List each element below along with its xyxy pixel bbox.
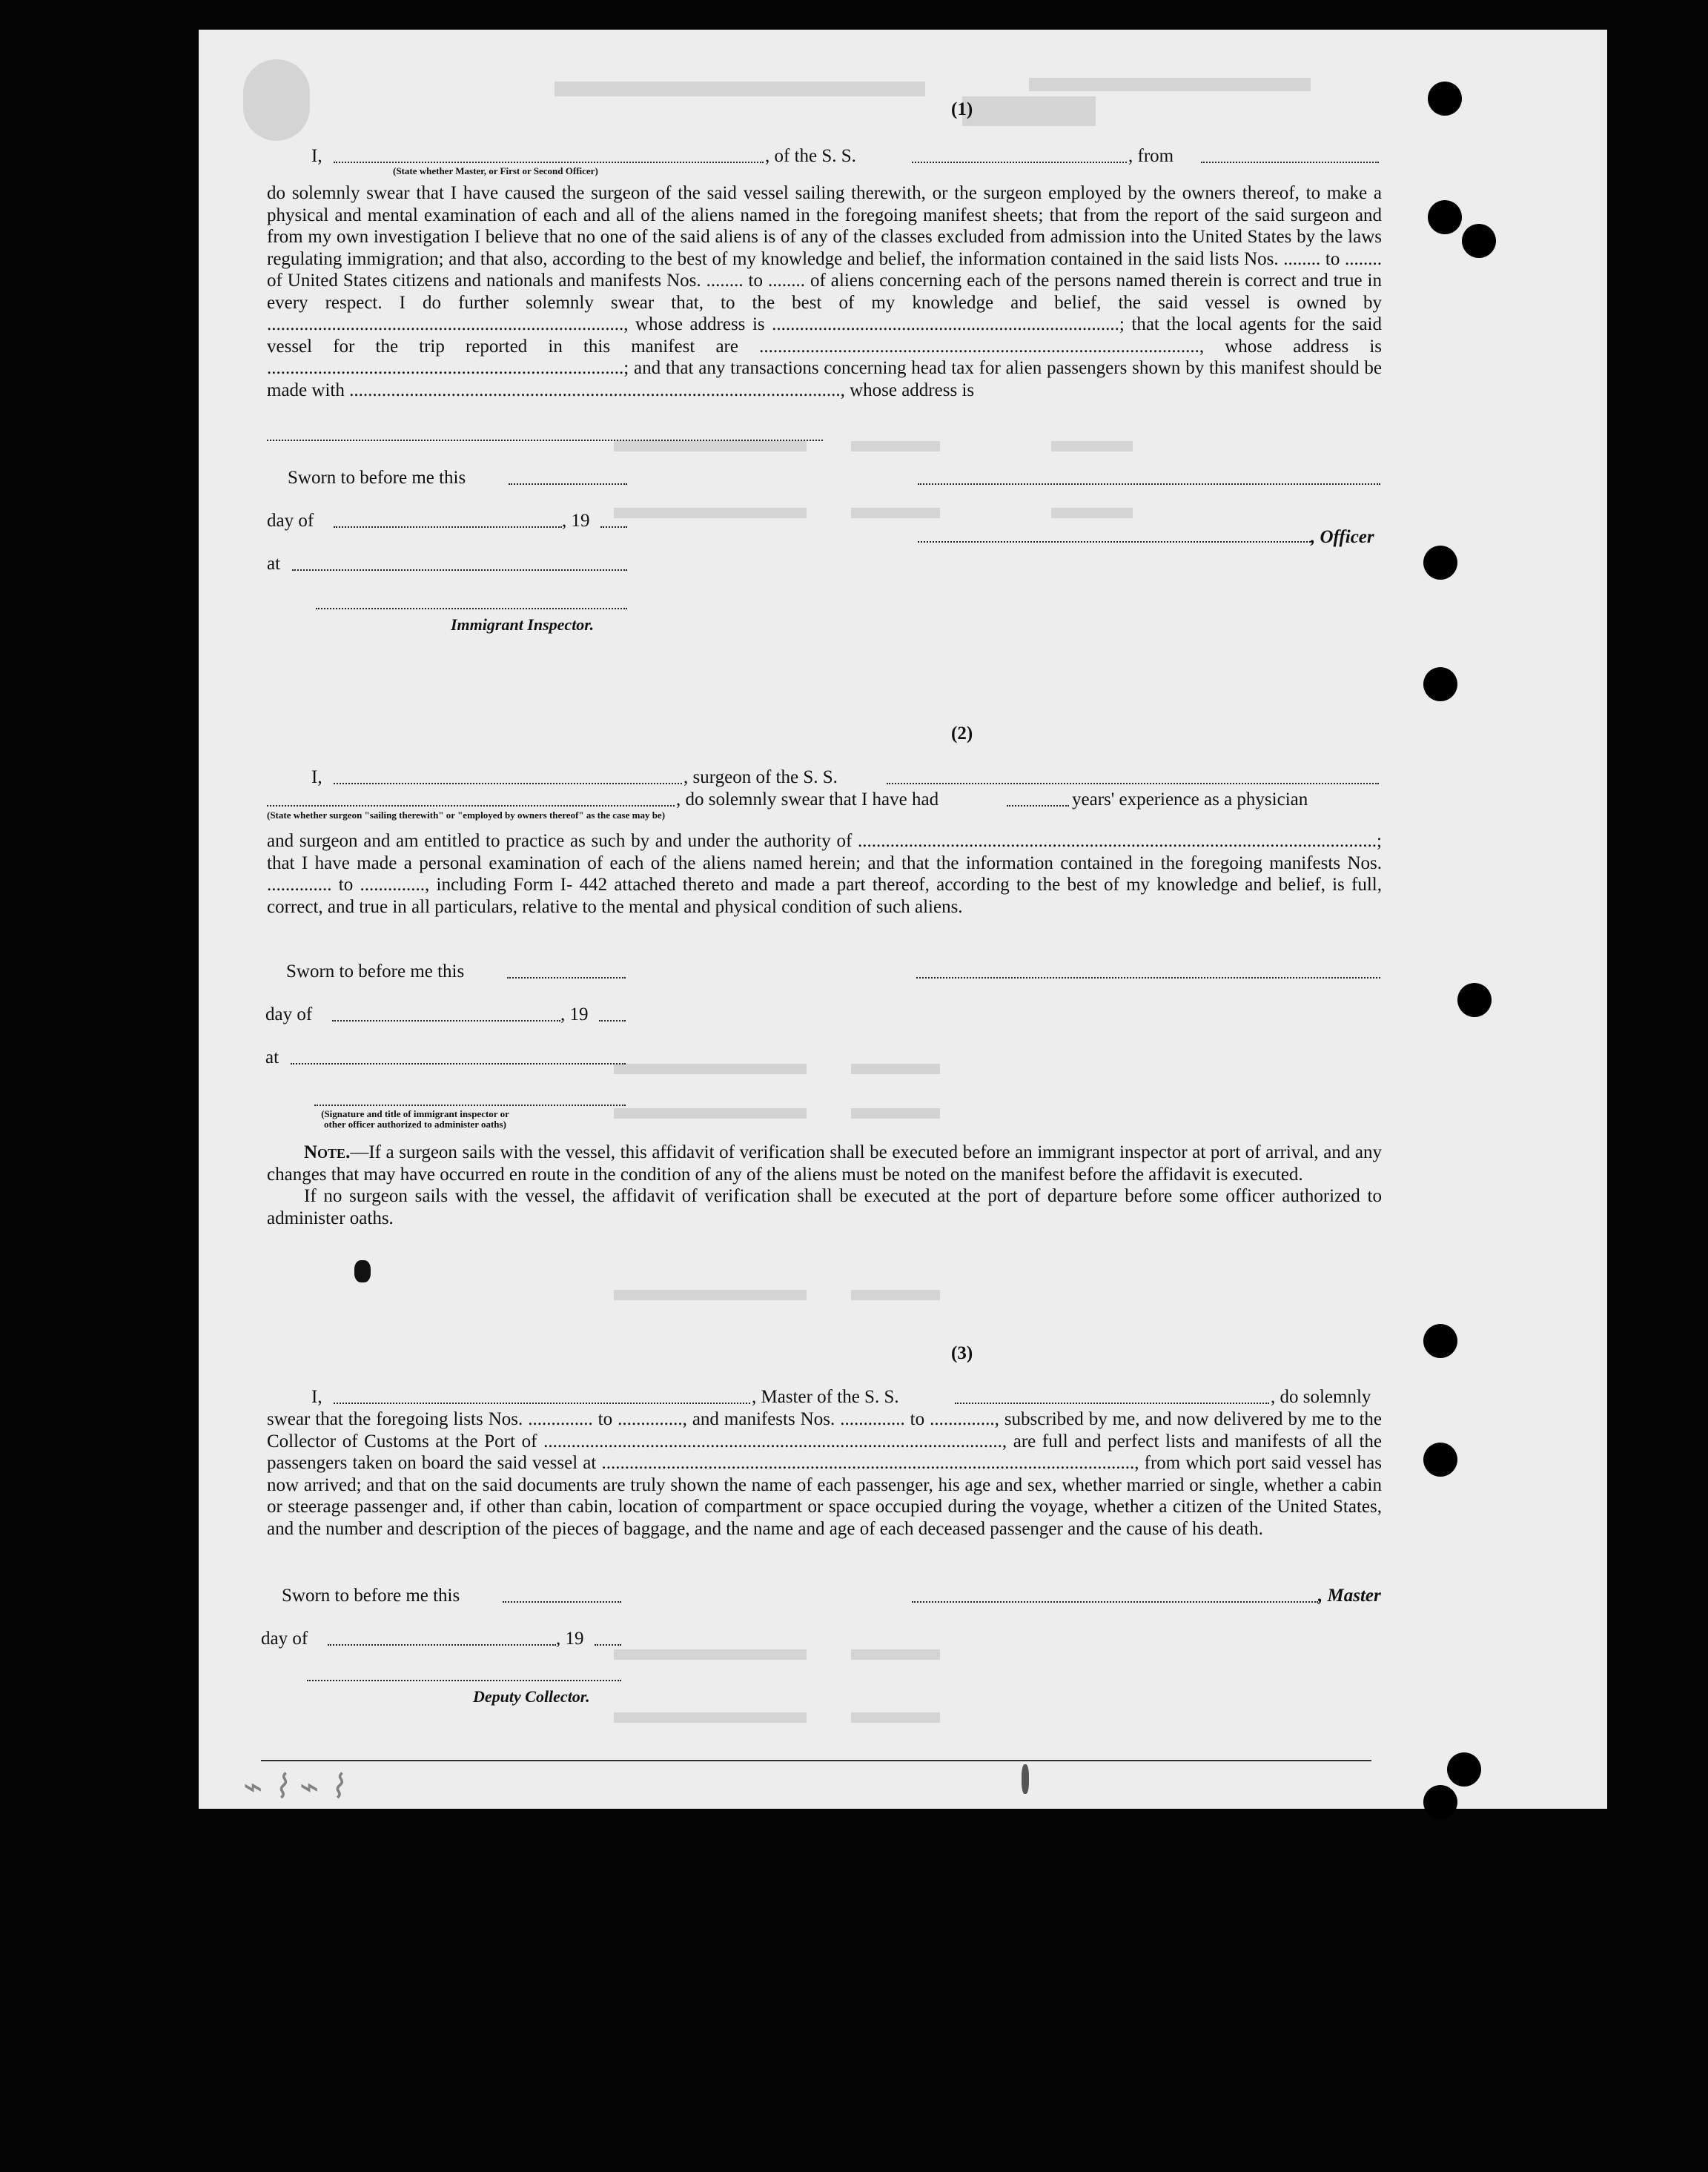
handwritten-annotation-mark: ⌁ ⌇ ⌁ ⌇ [243,1768,345,1806]
section-3-master-signature-blank [912,1601,1318,1603]
section-1-i: I, [311,146,322,166]
section-1-day-of: day of [267,511,314,531]
section-1-officer-signature-blank [918,483,1380,485]
section-2-day-of: day of [265,1004,313,1024]
section-3-year: , 19 [556,1629,584,1649]
punch-hole [1423,667,1457,701]
section-2-inspector-blank [314,1105,626,1106]
section-1-name-blank [334,162,764,163]
punch-hole [1423,1785,1457,1819]
punch-hole [1428,200,1462,234]
section-1-address-blank [267,440,823,441]
section-2-note-label: Note. [304,1142,351,1162]
ink-smudge [354,1260,371,1282]
punch-hole [1447,1752,1481,1787]
section-1-at: at [267,554,281,574]
punch-hole [1423,1443,1457,1477]
bottom-rule [261,1760,1371,1761]
section-1-at-blank [292,569,627,571]
section-1-number: (1) [951,99,973,119]
section-3-body-text: swear that the foregoing lists Nos. .............. to .............., and manifests Nos. .............. to .............., subscribed by me, and now delivered by me to the Collector of Customs at the Port of ..................................................................................................., are full and perfect lists and manifests of all the passengers taken on board the said vessel at ..................................................................................................................., from which port said vessel has now arrived; and that on the said documents are truly shown the name of each passenger, his age and sex, whether married or single, whether a cabin or steerage passenger and, if other than cabin, location of compartment or space occupied during the voyage, whether a citizen of the United States, and the number and description of the pieces of baggage, and the name and age of each deceased passenger and the cause of his death. [267,1409,1382,1539]
section-3-collector-blank [307,1680,621,1681]
section-2-sworn-blank [507,977,626,979]
section-3-day-of: day of [261,1629,308,1649]
section-2-surgeon-signature-blank [916,977,1380,979]
section-1-inspector-label: Immigrant Inspector. [451,615,595,634]
section-1-sworn: Sworn to before me this [288,468,466,488]
section-3-collector-label: Deputy Collector. [473,1687,590,1706]
section-2-day-blank [332,1020,560,1022]
section-3-name-blank [334,1403,750,1404]
section-1-body [267,182,1382,401]
section-1-from-label: , from [1128,146,1174,166]
section-3-year-blank [595,1644,621,1646]
section-1-officer-label: , Officer [1311,527,1374,547]
section-1-ship-blank [912,162,1127,163]
punch-hole [1457,983,1492,1017]
section-2-year: , 19 [560,1004,589,1024]
section-2-ss-label: , surgeon of the S. S. [683,767,838,787]
section-3-solemnly: , do solemnly [1271,1387,1371,1407]
section-1-year: , 19 [562,511,590,531]
section-3-master-ss: , Master of the S. S. [752,1387,899,1407]
section-3-ship-blank [955,1403,1269,1404]
punch-hole [1423,1324,1457,1358]
section-3-body [267,1408,1382,1540]
section-2-at: at [265,1047,279,1067]
section-1-inspector-blank [316,608,627,609]
section-2-at-blank [291,1063,626,1065]
section-3-number: (3) [951,1343,973,1363]
section-1-year-blank [600,526,627,528]
section-1-officer-blank [918,541,1311,543]
punch-hole [1428,82,1462,116]
section-2-note [267,1142,1382,1229]
section-2-name-blank [334,783,682,784]
section-1-day-blank [334,526,562,528]
document-page [199,30,1607,1809]
section-1-sworn-blank [509,483,627,485]
section-2-i: I, [311,767,322,787]
pencil-mark [1022,1764,1029,1794]
section-3-master-label: , Master [1318,1586,1381,1606]
section-2-status-blank [267,805,675,807]
section-2-body [267,830,1382,918]
section-2-caption: (State whether surgeon "sailing therewith" or "employed by owners thereof" as the case may be) [267,809,666,821]
section-2-years-label: years' experience as a physician [1072,789,1308,809]
section-2-body-text: and surgeon and am entitled to practice as such by and under the authority of ................................................................................................................; that I have made a personal examination of each of the aliens named herein; and that the information contained in the foregoing manifests Nos. .............. to .............., including Form I- 442 attached thereto and made a part thereof, according to the best of my knowledge and belief, is full, correct, and true in all particulars, relative to the mental and physical condition of such aliens. [267,831,1382,917]
section-2-signature-caption: (Signature and title of immigrant inspector or other officer authorized to administer oaths) [321,1108,509,1130]
section-2-number: (2) [951,724,973,744]
section-1-from-blank [1201,162,1379,163]
section-1-ss-label: , of the S. S. [765,146,856,166]
punch-hole [1423,546,1457,580]
section-2-swear: , do solemnly swear that I have had [676,789,939,809]
section-3-sworn-blank [503,1601,621,1603]
section-2-year-blank [599,1020,626,1022]
section-2-ship-blank [887,783,1379,784]
section-2-note2-text: If no surgeon sails with the vessel, the affidavit of verification shall be executed at the port of departure before some officer authorized to administer oaths. [267,1186,1382,1228]
section-2-note-text: —If a surgeon sails with the vessel, this affidavit of verification shall be executed before an immigrant inspector at port of arrival, and any changes that may have occurred en route in the condition of any of the aliens must be noted on the manifest before the affidavit is executed. [267,1142,1382,1185]
section-3-sworn: Sworn to before me this [282,1586,460,1606]
section-1-body-text: do solemnly swear that I have caused the surgeon of the said vessel sailing therewith, or the surgeon employed by the owners thereof, to make a physical and mental examination of each and all of the aliens named in the foregoing manifest sheets; that from the report of the said surgeon and from my own investigation I believe that no one of the said aliens is of any of the classes excluded from admission into the United States by the laws regulating immigration; and that also, according to the best of my knowledge and belief, the information contained in the said lists Nos. ........ to ........ of United States citizens and nationals and manifests Nos. ........ to ........ of aliens concerning each of the persons named therein is correct and true in every respect. I do further solemnly swear that, to the best of my knowledge and belief, the said vessel is owned by ............................................................................., whose address is ...........................................................................; that the local agents for the said vessel for the trip reported in this manifest are ..............................................................................................., whose address is .............................................................................; and that any transactions concerning head tax for alien passengers shown by this manifest should be made with .........................................................................................................., whose address is [267,183,1382,400]
section-3-day-blank [328,1644,556,1646]
section-1-caption: (State whether Master, or First or Second Officer) [393,165,598,176]
section-2-years-blank [1007,805,1069,807]
section-2-sworn: Sworn to before me this [286,961,465,981]
punch-hole [1462,224,1496,258]
section-3-i: I, [311,1387,322,1407]
